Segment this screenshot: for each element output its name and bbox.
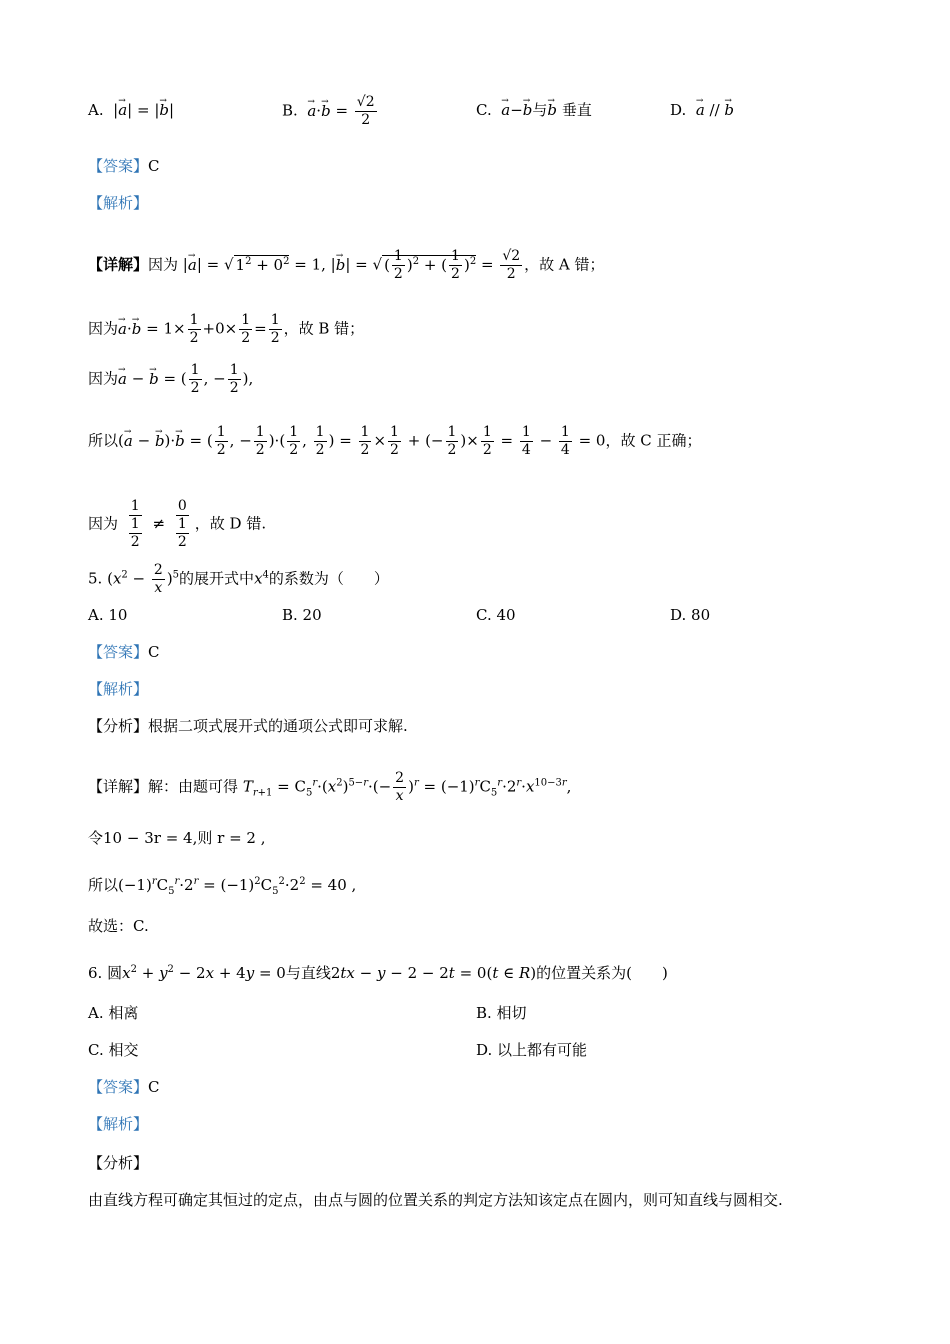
q4-option-d: D. → a // → b <box>670 100 734 120</box>
q5-detail: 【详解】解：由题可得 $T_{r+1} = C_5^r\cdot(x^2)^{5-r}\cdot(-$ $\frac{2}{x}$ )$^r = (-1)^rC_5^r\cdot 2^r\cdot x^{10-3r}$, <box>88 770 572 804</box>
q4-option-a: A. |→ a| = |→ b| <box>88 100 174 120</box>
q4-answer: 【答案】C <box>88 157 160 175</box>
q5-line3: 所以$(-1)^rC_5^r\cdot 2^r = (-1)^2C_5^2\cdot 2^2 = 40$ , <box>88 876 357 897</box>
q5-analysis-tag: 【解析】 <box>88 680 149 698</box>
q5-stem: 5. ($x^2$ − $\frac{2}{x}$ )$^5$的展开式中$x^4$的系数为（ ） <box>88 562 389 596</box>
option-label: A. <box>88 101 104 119</box>
q6-option-d: D. 以上都有可能 <box>476 1041 588 1059</box>
q4-detail-d: 因为 $\frac{1}{\frac{1}{2}}$ ≠ $\frac{0}{\frac{1}{2}}$ ，故 D 错. <box>88 498 267 550</box>
q6-option-c: C. 相交 <box>88 1041 139 1059</box>
q5-option-c: C. 40 <box>476 606 516 624</box>
q5-fenxi: 【分析】根据二项式展开式的通项公式即可求解. <box>88 717 408 735</box>
q4-option-c: C. → a−→ b与→ b 垂直 <box>476 100 592 120</box>
q5-answer: 【答案】C <box>88 643 160 661</box>
q6-analysis-tag: 【解析】 <box>88 1115 149 1133</box>
q5-option-a: A. 10 <box>88 606 128 624</box>
q6-answer: 【答案】C <box>88 1078 160 1096</box>
option-label: B. <box>282 101 298 120</box>
option-label: D. <box>670 101 687 119</box>
option-label: C. <box>476 101 492 119</box>
q6-fenxi-text: 由直线方程可确定其恒过的定点，由点与圆的位置关系的判定方法知该定点在圆内，则可知直线与圆相交. <box>88 1191 783 1209</box>
q4-detail-sub: 因为→ a − → b = ( $\frac{1}{2}$ , − $\frac{1}{2}$ ), <box>88 362 253 397</box>
q4-detail-b: 因为→ a·→ b = 1× $\frac{1}{2}$ +0× $\frac{1}{2}$ = $\frac{1}{2}$ ，故 B 错； <box>88 312 364 347</box>
q4-detail-c: 所以(→ a − → b)·→ b = ( $\frac{1}{2}$ , − $\frac{1}{2}$ )·( $\frac{1}{2}$ , $\frac{1}{2}$ ) = $\frac{1}{2}$ × $\frac{1}{2}$ + (− $\frac{1}{2}$ )× $\frac{1}{2}$ = $\frac{1}{4}$ − $\frac{1}{4}$ = 0，故 C 正确； <box>88 424 702 459</box>
q5-option-b: B. 20 <box>282 606 322 624</box>
q5-option-d: D. 80 <box>670 606 711 624</box>
q5-line4: 故选：C. <box>88 917 149 935</box>
q6-stem: 6. 圆$x^2 + y^2 - 2x + 4y = 0$与直线2tx − y − 2 − 2t = 0(t ∈ R)的位置关系为( ) <box>88 964 668 982</box>
q4-detail-a: 【详解】因为 |→ a| = √ $1^2 + 0^2 = 1$, |→ b| = √ ( $\frac{1}{2}$ )$^2$ + ( $\frac{1}{2}$ )$^2$ = $\frac{√2}{2}$ ，故 A 错； <box>88 248 605 283</box>
q4-analysis-tag: 【解析】 <box>88 194 149 212</box>
q6-fenxi-tag: 【分析】 <box>88 1154 149 1172</box>
q6-option-a: A. 相离 <box>88 1004 139 1022</box>
q6-option-b: B. 相切 <box>476 1004 527 1022</box>
q5-line2: 令10 − 3r = 4,则 r = 2 , <box>88 829 266 847</box>
q4-option-b: B. → a·→ b = $\frac{√2}{2}$ <box>282 94 379 129</box>
